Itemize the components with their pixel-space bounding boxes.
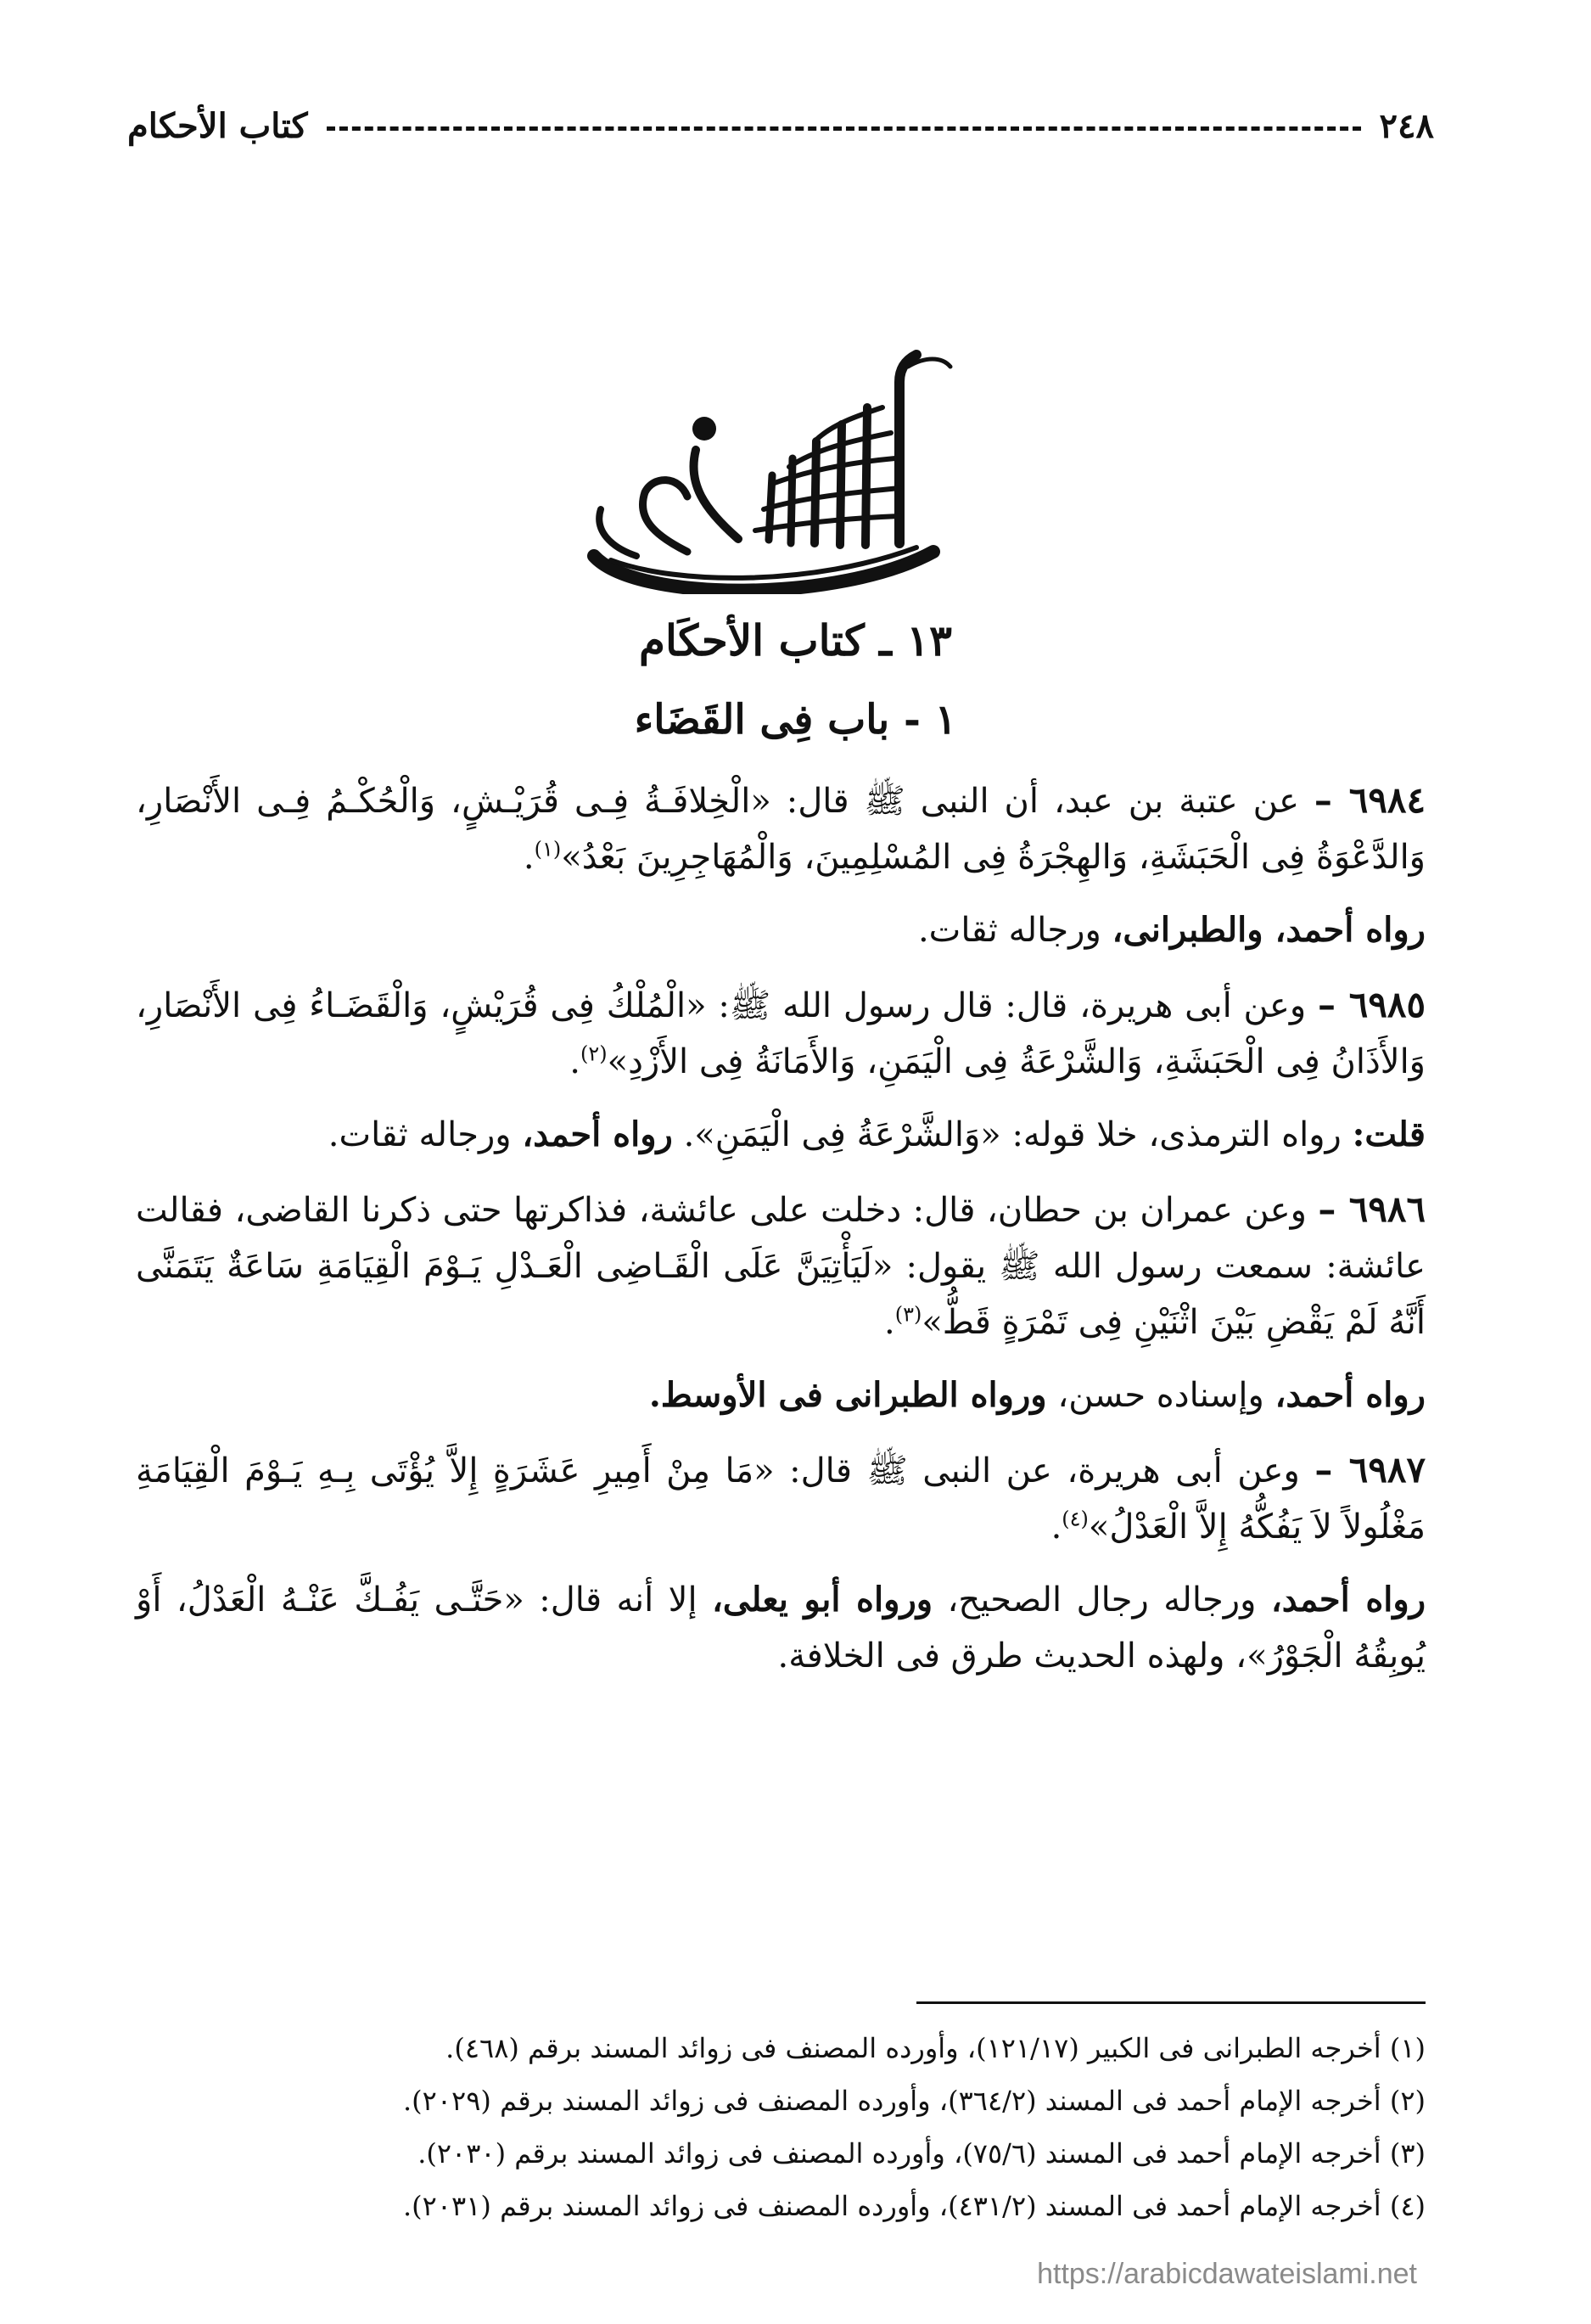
chapter-title: ١ - باب فِى القَضَاء <box>634 696 957 744</box>
main-text <box>136 772 1426 1703</box>
footnote-2: (٢) أخرجه الإمام أحمد فى المسند (٣٦٤/٢)، وأورده المصنف فى زوائد المسند برقم (٢٠٢٩). <box>403 2085 1426 2117</box>
footnote-3: (٣) أخرجه الإمام أحمد فى المسند (٧٥/٦)، وأورده المصنف فى زوائد المسند برقم (٢٠٣٠). <box>417 2137 1426 2170</box>
hadith-number: ٦٩٨٥ – <box>1318 984 1426 1025</box>
footnotes <box>136 2024 1426 2235</box>
hadith-number: ٦٩٨٧ – <box>1314 1449 1426 1490</box>
hadith-6987 <box>136 1442 1426 1555</box>
footnote-ref: (٢) <box>580 1041 608 1066</box>
footnote-1: (١) أخرجه الطبرانى فى الكبير (١٢١/١٧)، وأورده المصنف فى زوائد المسند برقم (٤٦٨). <box>445 2032 1426 2064</box>
hadith-text: وعن عمران بن حطان، قال: دخلت على عائشة، فذاكرتها حتى ذكرنا القاضى، فقالت عائشة: سمعت رسول الله ﷺ يقول: «لَيَأْتِيَنَّ عَلَى الْقَـاضِى الْعَـدْلِ يَـوْمَ الْقِيَامَةِ سَاعَةٌ يَتَمَنَّى أَنَّهُ لَمْ يَقْضِ بَيْنَ اثْنَيْنِ فِى تَمْرَةٍ قَطُّ» <box>136 1191 1426 1342</box>
hadith-6986 <box>136 1182 1426 1350</box>
hadith-6985 <box>136 977 1426 1090</box>
hadith-text: عن عتبة بن عبد، أن النبى ﷺ قال: «الْخِلافَـةُ فِـى قُرَيْـشٍ، وَالْحُكْـمُ فِـى الأَنْصَارِ، وَالدَّعْوَةُ فِى الْحَبَشَةِ، وَالهِجْرَةُ فِى المُسْلِمِينَ، وَالْمُهَاجِرِينَ بَعْدُ» <box>136 782 1426 877</box>
hadith-end: . <box>569 1042 580 1081</box>
hadith-number: ٦٩٨٦ – <box>1318 1188 1426 1230</box>
hadith-number: ٦٩٨٤ – <box>1314 779 1426 821</box>
note-bold-mid: ورواه أبو يعلى، <box>711 1580 933 1620</box>
hadith-text: وعن أبى هريرة، عن النبى ﷺ قال: «مَا مِنْ أَمِيرِ عَشَرَةٍ إِلاَّ يُؤْتَى بِـهِ يَـوْمَ الْقِيَامَةِ مَغْلُولاً لاَ يَفُكُّهُ إِلاَّ الْعَدْلُ» <box>136 1451 1426 1547</box>
hadith-end: . <box>1050 1507 1062 1547</box>
note-bold: رواه أحمد، والطبرانى، <box>1112 910 1426 950</box>
basmala-calligraphy-icon <box>560 348 967 594</box>
hadith-6984 <box>136 772 1426 885</box>
note-text: ورجاله ثقات. <box>917 911 1101 950</box>
note-bold: رواه أحمد، <box>1270 1580 1426 1620</box>
narration-note <box>136 1572 1426 1684</box>
page-number: ٢٤٨ <box>1379 105 1434 146</box>
note-bold: قلت: <box>1352 1114 1426 1154</box>
watermark-url: https://arabicdawateislami.net <box>1037 2258 1417 2290</box>
note-bold-mid: رواه أحمد، <box>522 1114 673 1154</box>
running-header <box>127 100 1434 151</box>
narration-note <box>136 1367 1426 1423</box>
note-text: رواه الترمذى، خلا قوله: «وَالشَّرْعَةُ فِى الْيَمَنِ». <box>683 1115 1342 1154</box>
footnote-separator <box>916 2001 1426 2004</box>
narration-note <box>136 902 1426 958</box>
footnote-ref: (٤) <box>1062 1507 1089 1531</box>
note-bold: رواه أحمد، <box>1274 1375 1426 1415</box>
hadith-text: وعن أبى هريرة، قال: قال رسول الله ﷺ: «الْمُلْكُ فِى قُرَيْشٍ، وَالْقَضَـاءُ فِى الأَنْصَارِ، وَالأَذَانُ فِى الْحَبَشَةِ، وَالشَّرْعَةُ فِى الْيَمَنِ، وَالأَمَانَةُ فِى الأَزْدِ» <box>136 986 1426 1081</box>
footnote-ref: (٣) <box>894 1302 922 1327</box>
hadith-end: . <box>523 838 535 877</box>
narration-note <box>136 1107 1426 1163</box>
book-title: ١٣ ـ كتاب الأحكَام <box>639 615 952 665</box>
footnote-ref: (١) <box>534 837 562 862</box>
hadith-end: . <box>883 1303 895 1342</box>
footnote-4: (٤) أخرجه الإمام أحمد فى المسند (٤٣١/٢)، وأورده المصنف فى زوائد المسند برقم (٢٠٣١). <box>403 2190 1426 2222</box>
header-dashed-rule <box>327 126 1361 131</box>
running-title: كتاب الأحكام <box>127 105 308 146</box>
note-text: ورجاله رجال الصحيح، <box>947 1580 1257 1620</box>
note-text: وإسناده حسن، <box>1057 1376 1264 1415</box>
note-bold-mid: ورواه الطبرانى فى الأوسط. <box>648 1375 1047 1415</box>
note-text-after: إلا أنه قال: «حَتَّـى يَفُـكَّ عَنْـهُ الْعَدْلُ، أَوْ يُوبِقُهُ الْجَوْرُ»، ولهذه الحديث طرق فى الخلافة. <box>136 1580 1426 1676</box>
note-text-after: ورجاله ثقات. <box>328 1115 512 1154</box>
